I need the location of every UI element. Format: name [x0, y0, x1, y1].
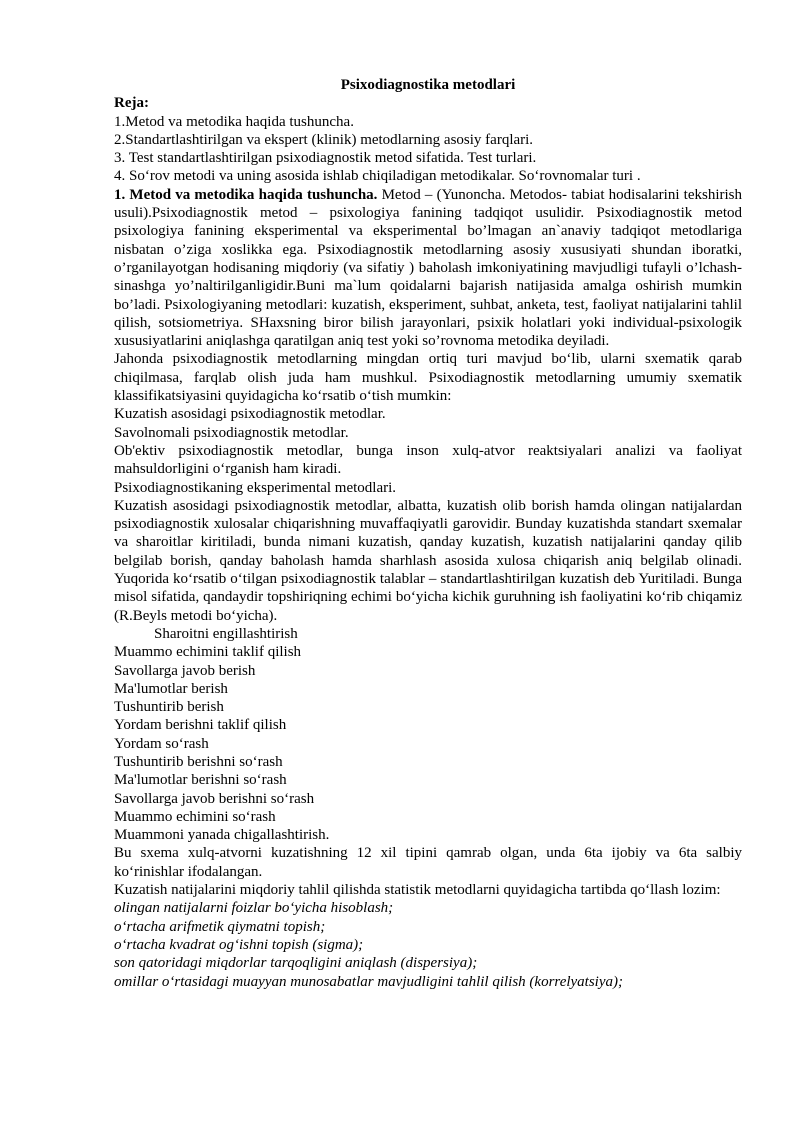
beyls-list-item: Savollarga javob berishni so‘rash	[114, 790, 315, 807]
section1-paragraph	[114, 186, 742, 351]
stats-list-item: o‘rtacha kvadrat og‘ishni topish (sigma);	[114, 936, 364, 953]
classification-item: Ob'ektiv psixodiagnostik metodlar, bunga inson xulq-atvor reaktsiyalari analizi va faoliyat mahsuldorligini o‘rganish ham kiradi.	[114, 442, 742, 478]
classification-item: Psixodiagnostikaning eksperimental metodlari.	[114, 479, 397, 496]
observation-paragraph: Kuzatish asosidagi psixodiagnostik metodlar, albatta, kuzatish olib borish hamda olingan natijalardan psixodiagnostik xulosalar chiqarishning muvaffaqiyatli garovidir. Bunday kuzatishda standart sxemalar va sharoitlar kiritiladi, bunda nimani kuzatish, qanday kuzatish, kuzatish natijalarini qanday qilib belgilab borish, qanday baholash hamda sharhlash asosida xulosa chiqarish aniq belgilab olinadi. Yuqorida ko‘rsatib o‘tilgan psixodiagnostik talablar – standartlashtirilgan kuzatish deb Yuritiladi. Bunga misol sifatida, qandaydir topshiriqning echimi bo‘yicha kichik guruhning ish faoliyatini ko‘rib chiqamiz (R.Beyls metodi bo‘yicha).	[114, 497, 742, 624]
classification-item: Kuzatish asosidagi psixodiagnostik metodlar.	[114, 406, 386, 423]
beyls-list-item: Muammo echimini so‘rash	[114, 808, 276, 825]
beyls-list-item: Savollarga javob berish	[114, 662, 256, 679]
plan-item: 2.Standartlashtirilgan va ekspert (klinik) metodlarning asosiy farqlari.	[114, 131, 534, 148]
beyls-list-item: Muammo echimini taklif qilish	[114, 644, 302, 661]
section1-heading: 1. Metod va metodika haqida tushuncha.	[114, 186, 378, 203]
section1-text: Metod – (Yunoncha. Metodos- tabiat hodisalarini tekshirish usuli).Psixodiagnostik metod – psixologiya fanining tadqiqot usulidir. Psixodiagnostik metod psixologiya fanining eksperimental va eksperimental bo’lmagan an`anaviy tadqiqot metodlariga nisbatan o’ziga xoslikka ega. Psixodiagnostik metodlarning asosiy xususiyati shundan iboratki, o’rganilayotgan hodisaning miqdoriy (va sifatiy ) baholash imkoniyatining mavjudligi tufayli o’lchash-sinashga yo’naltirilganligidir.Buni ma`lum qoidalarni bajarish natijasida amalga oshirish mumkin bo’ladi. Psixologiyaning metodlari: kuzatish, eksperiment, suhbat, anketa, test, faoliyat natijalarini tahlil qilish, sotsiometriya. SHaxsning biror bilish jarayonlari, psixik holatlari yoki individual-psixologik xususiyatlarini aniqlashga qaratilgan aniq test yoki so’rovnoma metodika deyiladi.	[114, 186, 742, 350]
beyls-list-item: Yordam so‘rash	[114, 735, 209, 752]
beyls-list-item: Muammoni yanada chigallashtirish.	[114, 827, 330, 844]
beyls-list-item: Sharoitni engillashtirish	[154, 625, 298, 642]
beyls-list-item: Tushuntirib berish	[114, 699, 224, 716]
scheme-summary-paragraph: Bu sxema xulq-atvorni kuzatishning 12 xil tipini qamrab olgan, unda 6ta ijobiy va 6ta salbiy ko‘rinishlar ifodalangan.	[114, 845, 742, 880]
plan-item: 3. Test standartlashtirilgan psixodiagnostik metod sifatida. Test turlari.	[114, 150, 537, 167]
classification-intro: Jahonda psixodiagnostik metodlarning mingdan ortiq turi mavjud bo‘lib, ularni sxematik qarab chiqilmasa, farqlab olish juda ham mushkul. Psixodiagnostik metodlarning umumiy sxematik klassifikatsiyasini quyidagicha ko‘rsatib o‘tish mumkin:	[114, 351, 742, 405]
plan-item: 1.Metod va metodika haqida tushuncha.	[114, 113, 354, 130]
stats-list-item: o‘rtacha arifmetik qiymatni topish;	[114, 918, 326, 935]
document-page	[114, 76, 742, 991]
beyls-list-item: Tushuntirib berishni so‘rash	[114, 753, 283, 770]
stats-list-item: omillar o‘rtasidagi muayyan munosabatlar mavjudligini tahlil qilish (korrelyatsiya);	[114, 973, 623, 990]
stats-intro-paragraph: Kuzatish natijalarini miqdoriy tahlil qilishda statistik metodlarni quyidagicha tartibda qo‘llash lozim:	[114, 882, 721, 899]
plan-label: Reja:	[114, 95, 149, 112]
stats-list-item: olingan natijalarni foizlar bo‘yicha hisoblash;	[114, 900, 394, 917]
beyls-list-item: Ma'lumotlar berish	[114, 680, 228, 697]
plan-item: 4. So‘rov metodi va uning asosida ishlab chiqiladigan metodikalar. So‘rovnomalar turi .	[114, 168, 641, 185]
beyls-list-item: Ma'lumotlar berishni so‘rash	[114, 772, 287, 789]
document-title: Psixodiagnostika metodlari	[340, 77, 516, 93]
stats-list-item: son qatoridagi miqdorlar tarqoqligini aniqlash (dispersiya);	[114, 955, 478, 972]
classification-item: Savolnomali psixodiagnostik metodlar.	[114, 424, 349, 441]
beyls-list-item: Yordam berishni taklif qilish	[114, 717, 287, 734]
